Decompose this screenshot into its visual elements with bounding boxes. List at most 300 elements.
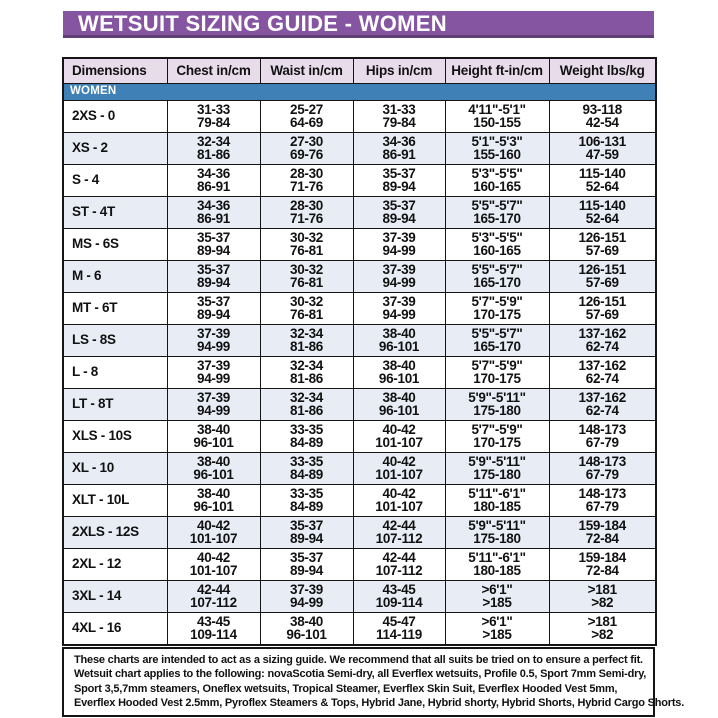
- measurement-line: 81-86: [196, 147, 231, 162]
- measurement-cell: [445, 100, 549, 132]
- measurement-line: 115-140: [578, 165, 626, 181]
- measurement-line: 114-119: [376, 627, 422, 642]
- measurement-cell: [549, 420, 656, 452]
- measurement-line: 109-114: [375, 595, 423, 610]
- measurement-line: 57-69: [585, 275, 619, 290]
- measurement-line: 96-101: [286, 627, 327, 642]
- measurement-line: 47-59: [585, 147, 619, 162]
- table-row: [63, 612, 656, 645]
- measurement-line: 115-140: [578, 197, 626, 213]
- measurement-cell: [260, 100, 353, 132]
- measurement-line: 32-34: [289, 357, 324, 373]
- measurement-cell: [260, 196, 353, 228]
- measurement-cell: [260, 484, 353, 516]
- measurement-cell: [167, 260, 260, 292]
- measurement-line: 76-81: [289, 275, 324, 290]
- measurement-line: 160-165: [473, 179, 521, 194]
- measurement-line: 52-64: [585, 211, 619, 226]
- table-row: [63, 132, 656, 164]
- measurement-line: 38-40: [196, 453, 231, 469]
- measurement-line: 30-32: [289, 261, 324, 277]
- measurement-line: 38-40: [196, 421, 231, 437]
- measurement-line: 96-101: [378, 403, 420, 418]
- size-label: XLT - 10L: [63, 484, 167, 516]
- measurement-cell: [260, 420, 353, 452]
- measurement-line: 5'9"-5'11": [468, 517, 526, 533]
- measurement-line: 106-131: [578, 133, 626, 149]
- measurement-cell: [445, 260, 549, 292]
- measurement-line: 38-40: [382, 325, 416, 341]
- measurement-line: 148-173: [578, 485, 626, 501]
- measurement-cell: [549, 100, 656, 132]
- measurement-cell: [445, 292, 549, 324]
- table-row: [63, 292, 656, 324]
- measurement-line: 35-37: [382, 165, 416, 181]
- measurement-cell: [167, 324, 260, 356]
- measurement-cell: [445, 580, 549, 612]
- measurement-line: 81-86: [289, 371, 324, 386]
- measurement-line: 94-99: [382, 243, 416, 258]
- measurement-cell: [353, 356, 445, 388]
- header-dimensions: Dimensions: [63, 58, 167, 83]
- measurement-line: 31-33: [382, 101, 416, 117]
- measurement-cell: [260, 356, 353, 388]
- measurement-line: 42-44: [382, 517, 416, 533]
- measurement-line: 32-34: [289, 325, 324, 341]
- measurement-line: 57-69: [585, 243, 619, 258]
- measurement-line: 33-35: [289, 485, 324, 501]
- measurement-line: 89-94: [196, 275, 231, 290]
- page-title: WETSUIT SIZING GUIDE - WOMEN: [63, 11, 654, 38]
- measurement-line: 42-54: [585, 115, 619, 130]
- footnote-box: [62, 647, 685, 717]
- measurement-line: 35-37: [196, 229, 231, 245]
- size-label: M - 6: [63, 260, 167, 292]
- measurement-cell: [167, 548, 260, 580]
- measurement-line: 170-175: [473, 435, 521, 450]
- measurement-line: 165-170: [473, 275, 521, 290]
- measurement-line: 175-180: [473, 531, 521, 546]
- measurement-line: 34-36: [382, 133, 416, 149]
- sizing-table: [62, 57, 657, 646]
- section-label-women: WOMEN: [63, 83, 656, 100]
- measurement-line: 96-101: [378, 371, 420, 386]
- measurement-cell: [549, 356, 656, 388]
- measurement-cell: [353, 452, 445, 484]
- measurement-cell: [260, 548, 353, 580]
- measurement-line: 33-35: [289, 421, 324, 437]
- measurement-line: 94-99: [382, 307, 416, 322]
- measurement-cell: [549, 292, 656, 324]
- measurement-line: >181: [587, 581, 617, 597]
- measurement-cell: [353, 580, 445, 612]
- measurement-line: 94-99: [196, 403, 231, 418]
- measurement-line: 52-64: [585, 179, 619, 194]
- measurement-cell: [549, 132, 656, 164]
- measurement-cell: [353, 420, 445, 452]
- measurement-line: 159-184: [578, 517, 626, 533]
- measurement-line: 126-151: [578, 261, 626, 277]
- measurement-cell: [353, 484, 445, 516]
- size-label: MS - 6S: [63, 228, 167, 260]
- size-label: 2XL - 12: [63, 548, 167, 580]
- measurement-cell: [167, 388, 260, 420]
- measurement-cell: [167, 228, 260, 260]
- measurement-line: 67-79: [585, 435, 619, 450]
- measurement-line: 159-184: [578, 549, 626, 565]
- measurement-line: 57-69: [585, 307, 619, 322]
- measurement-cell: [549, 324, 656, 356]
- measurement-line: >6'1": [481, 613, 513, 629]
- measurement-line: 86-91: [196, 179, 231, 194]
- measurement-line: >185: [482, 595, 512, 610]
- measurement-cell: [260, 580, 353, 612]
- measurement-cell: [260, 228, 353, 260]
- measurement-line: 37-39: [196, 325, 231, 341]
- measurement-line: >6'1": [481, 581, 513, 597]
- measurement-line: 67-79: [585, 467, 619, 482]
- measurement-line: >181: [587, 613, 617, 629]
- measurement-line: 94-99: [289, 595, 324, 610]
- measurement-line: 35-37: [289, 549, 324, 565]
- measurement-cell: [167, 516, 260, 548]
- measurement-cell: [445, 196, 549, 228]
- measurement-line: 35-37: [196, 261, 231, 277]
- measurement-cell: [445, 388, 549, 420]
- measurement-cell: [353, 548, 445, 580]
- measurement-line: 5'7"-5'9": [471, 293, 523, 309]
- measurement-line: 38-40: [289, 613, 324, 629]
- measurement-cell: [167, 612, 260, 645]
- measurement-line: 5'9"-5'11": [468, 453, 526, 469]
- table-row: [63, 228, 656, 260]
- footnote-line: These charts are intended to act as a sizing guide. We recommend that all suits be tried on to ensure a perfect fit.: [74, 654, 643, 666]
- measurement-line: 37-39: [382, 229, 416, 245]
- measurement-cell: [167, 452, 260, 484]
- header-chest: Chest in/cm: [167, 58, 260, 83]
- measurement-line: 62-74: [585, 403, 619, 418]
- footnote-line: Wetsuit chart applies to the following: novaScotia Semi-dry, all Everflex wetsuits, Profile 0.5, Sport 7mm Semi-dry,: [74, 668, 647, 681]
- measurement-cell: [353, 164, 445, 196]
- measurement-line: 81-86: [289, 339, 324, 354]
- measurement-line: 86-91: [196, 211, 231, 226]
- measurement-line: 35-37: [196, 293, 231, 309]
- measurement-line: 5'11"-6'1": [468, 549, 526, 565]
- measurement-line: 37-39: [196, 357, 231, 373]
- measurement-cell: [549, 260, 656, 292]
- measurement-line: 94-99: [196, 371, 231, 386]
- size-label: 4XL - 16: [63, 612, 167, 645]
- measurement-line: 5'11"-6'1": [468, 485, 526, 501]
- measurement-cell: [445, 228, 549, 260]
- measurement-line: 89-94: [382, 211, 416, 226]
- measurement-line: 40-42: [382, 421, 416, 437]
- measurement-cell: [167, 196, 260, 228]
- measurement-cell: [549, 452, 656, 484]
- measurement-cell: [549, 388, 656, 420]
- measurement-line: 101-107: [189, 563, 238, 578]
- measurement-line: 81-86: [289, 403, 324, 418]
- measurement-line: 30-32: [289, 229, 324, 245]
- size-label: 2XS - 0: [63, 100, 167, 132]
- measurement-line: >82: [591, 627, 614, 642]
- measurement-cell: [260, 612, 353, 645]
- size-label: ST - 4T: [63, 196, 167, 228]
- measurement-line: 37-39: [196, 389, 231, 405]
- measurement-line: 35-37: [382, 197, 416, 213]
- measurement-line: 37-39: [382, 293, 416, 309]
- measurement-line: 4'11"-5'1": [468, 101, 526, 117]
- measurement-line: >185: [482, 627, 512, 642]
- measurement-line: 84-89: [289, 499, 324, 514]
- table-row: [63, 356, 656, 388]
- measurement-cell: [353, 196, 445, 228]
- measurement-cell: [549, 228, 656, 260]
- measurement-line: 107-112: [375, 531, 423, 546]
- size-label: XS - 2: [63, 132, 167, 164]
- measurement-line: 32-34: [196, 133, 231, 149]
- measurement-line: 89-94: [196, 307, 231, 322]
- measurement-line: 101-107: [189, 531, 238, 546]
- measurement-line: 5'7"-5'9": [471, 357, 523, 373]
- measurement-cell: [549, 612, 656, 645]
- measurement-cell: [260, 260, 353, 292]
- header-waist: Waist in/cm: [260, 58, 353, 83]
- measurement-cell: [260, 452, 353, 484]
- measurement-line: 89-94: [382, 179, 416, 194]
- measurement-line: 126-151: [578, 293, 626, 309]
- measurement-cell: [445, 548, 549, 580]
- table-row: [63, 196, 656, 228]
- measurement-cell: [167, 356, 260, 388]
- measurement-cell: [445, 612, 549, 645]
- measurement-line: 42-44: [382, 549, 416, 565]
- measurement-line: 37-39: [382, 261, 416, 277]
- measurement-line: 37-39: [289, 581, 324, 597]
- table-row: [63, 324, 656, 356]
- measurement-line: 43-45: [196, 613, 231, 629]
- measurement-line: 62-74: [585, 371, 619, 386]
- measurement-line: 71-76: [289, 211, 324, 226]
- measurement-line: 84-89: [289, 467, 324, 482]
- measurement-cell: [260, 132, 353, 164]
- measurement-line: >82: [591, 595, 614, 610]
- measurement-line: 40-42: [196, 549, 231, 565]
- table-row: [63, 420, 656, 452]
- measurement-line: 34-36: [196, 165, 231, 181]
- measurement-cell: [167, 420, 260, 452]
- measurement-line: 170-175: [473, 371, 521, 386]
- measurement-cell: [167, 100, 260, 132]
- measurement-line: 180-185: [473, 563, 521, 578]
- measurement-line: 84-89: [289, 435, 324, 450]
- table-row: [63, 516, 656, 548]
- size-label: 3XL - 14: [63, 580, 167, 612]
- measurement-line: 137-162: [578, 357, 626, 373]
- measurement-line: 5'3"-5'5": [471, 229, 523, 245]
- measurement-line: 89-94: [289, 531, 324, 546]
- measurement-line: 148-173: [578, 421, 626, 437]
- measurement-line: 76-81: [289, 307, 324, 322]
- measurement-line: 93-118: [582, 101, 622, 117]
- measurement-line: 94-99: [196, 339, 231, 354]
- measurement-line: 175-180: [473, 403, 521, 418]
- size-label: MT - 6T: [63, 292, 167, 324]
- measurement-cell: [353, 388, 445, 420]
- table-row: [63, 452, 656, 484]
- measurement-line: 89-94: [289, 563, 324, 578]
- size-table-body: [63, 100, 656, 645]
- measurement-line: 170-175: [473, 307, 521, 322]
- table-row: [63, 548, 656, 580]
- size-label: 2XLS - 12S: [63, 516, 167, 548]
- measurement-line: 40-42: [382, 453, 416, 469]
- measurement-line: 101-107: [375, 499, 423, 514]
- measurement-cell: [353, 612, 445, 645]
- measurement-line: 31-33: [196, 101, 231, 117]
- measurement-cell: [260, 292, 353, 324]
- measurement-cell: [445, 132, 549, 164]
- measurement-line: 5'7"-5'9": [471, 421, 523, 437]
- measurement-line: 34-36: [196, 197, 231, 213]
- measurement-line: 89-94: [196, 243, 231, 258]
- measurement-cell: [260, 324, 353, 356]
- measurement-cell: [445, 452, 549, 484]
- measurement-line: 67-79: [585, 499, 619, 514]
- table-row: [63, 164, 656, 196]
- measurement-line: 79-84: [382, 115, 416, 130]
- measurement-line: 101-107: [375, 435, 423, 450]
- measurement-cell: [445, 484, 549, 516]
- measurement-cell: [445, 164, 549, 196]
- measurement-cell: [260, 388, 353, 420]
- table-header: [63, 58, 656, 83]
- measurement-line: 69-76: [289, 147, 324, 162]
- section-row: [63, 83, 656, 100]
- measurement-line: 86-91: [382, 147, 416, 162]
- measurement-line: 38-40: [382, 357, 416, 373]
- measurement-line: 180-185: [473, 499, 521, 514]
- measurement-line: 5'1"-5'3": [471, 133, 523, 149]
- measurement-line: 150-155: [473, 115, 521, 130]
- measurement-line: 155-160: [473, 147, 521, 162]
- measurement-line: 25-27: [289, 101, 324, 117]
- measurement-line: 28-30: [289, 165, 324, 181]
- table-row: [63, 484, 656, 516]
- measurement-cell: [549, 548, 656, 580]
- measurement-line: 96-101: [193, 467, 234, 482]
- measurement-line: 165-170: [473, 211, 521, 226]
- measurement-cell: [549, 196, 656, 228]
- measurement-line: 72-84: [585, 531, 619, 546]
- measurement-cell: [549, 484, 656, 516]
- measurement-line: 148-173: [578, 453, 626, 469]
- measurement-line: 35-37: [289, 517, 324, 533]
- table-row: [63, 260, 656, 292]
- header-weight: Weight lbs/kg: [549, 58, 656, 83]
- measurement-cell: [549, 164, 656, 196]
- measurement-cell: [353, 324, 445, 356]
- measurement-line: 107-112: [190, 595, 237, 610]
- measurement-line: 33-35: [289, 453, 324, 469]
- measurement-line: 96-101: [193, 499, 234, 514]
- size-label: S - 4: [63, 164, 167, 196]
- measurement-line: 40-42: [196, 517, 231, 533]
- measurement-cell: [260, 516, 353, 548]
- measurement-cell: [353, 228, 445, 260]
- measurement-line: 38-40: [382, 389, 416, 405]
- measurement-line: 43-45: [382, 581, 416, 597]
- measurement-line: 30-32: [289, 293, 324, 309]
- measurement-cell: [445, 324, 549, 356]
- measurement-line: 175-180: [473, 467, 521, 482]
- header-height: Height ft-in/cm: [445, 58, 549, 83]
- table-row: [63, 100, 656, 132]
- header-hips: Hips in/cm: [353, 58, 445, 83]
- measurement-line: 165-170: [473, 339, 521, 354]
- measurement-line: 126-151: [578, 229, 626, 245]
- measurement-cell: [167, 580, 260, 612]
- measurement-cell: [549, 580, 656, 612]
- measurement-line: 72-84: [585, 563, 619, 578]
- table-row: [63, 580, 656, 612]
- measurement-line: 28-30: [289, 197, 324, 213]
- measurement-cell: [353, 516, 445, 548]
- measurement-line: 5'5"-5'7": [471, 261, 523, 277]
- measurement-line: 96-101: [378, 339, 420, 354]
- measurement-line: 94-99: [382, 275, 416, 290]
- size-label: LT - 8T: [63, 388, 167, 420]
- measurement-line: 62-74: [585, 339, 619, 354]
- measurement-line: 101-107: [375, 467, 423, 482]
- measurement-cell: [353, 292, 445, 324]
- measurement-line: 96-101: [193, 435, 234, 450]
- table-row: [63, 388, 656, 420]
- measurement-cell: [353, 100, 445, 132]
- measurement-line: 109-114: [190, 627, 237, 642]
- size-label: XLS - 10S: [63, 420, 167, 452]
- measurement-line: 137-162: [578, 325, 626, 341]
- measurement-line: 5'5"-5'7": [471, 325, 523, 341]
- measurement-line: 27-30: [289, 133, 324, 149]
- measurement-line: 71-76: [289, 179, 324, 194]
- measurement-line: 32-34: [289, 389, 324, 405]
- measurement-line: 5'5"-5'7": [471, 197, 523, 213]
- measurement-line: 40-42: [382, 485, 416, 501]
- measurement-line: 38-40: [196, 485, 231, 501]
- size-label: XL - 10: [63, 452, 167, 484]
- measurement-line: 64-69: [289, 115, 324, 130]
- footnote-line: Sport 3,5,7mm steamers, Oneflex wetsuits, Tropical Steamer, Everflex Skin Suit, Everflex Hooded Vest 5mm,: [74, 682, 618, 695]
- measurement-cell: [167, 484, 260, 516]
- measurement-cell: [167, 164, 260, 196]
- measurement-cell: [445, 356, 549, 388]
- measurement-line: 42-44: [196, 581, 231, 597]
- measurement-cell: [167, 132, 260, 164]
- footnote-line: Everflex Hooded Vest 2.5mm, Pyroflex Steamers & Tops, Hybrid Jane, Hybrid shorty, Hybrid Shorts, Hybrid Cargo Shorts.: [74, 696, 685, 709]
- measurement-cell: [353, 132, 445, 164]
- measurement-cell: [167, 292, 260, 324]
- measurement-cell: [260, 164, 353, 196]
- measurement-line: 137-162: [578, 389, 626, 405]
- size-label: LS - 8S: [63, 324, 167, 356]
- measurement-cell: [445, 516, 549, 548]
- measurement-cell: [353, 260, 445, 292]
- measurement-line: 160-165: [473, 243, 521, 258]
- measurement-cell: [445, 420, 549, 452]
- measurement-line: 5'9"-5'11": [468, 389, 526, 405]
- measurement-line: 79-84: [196, 115, 231, 130]
